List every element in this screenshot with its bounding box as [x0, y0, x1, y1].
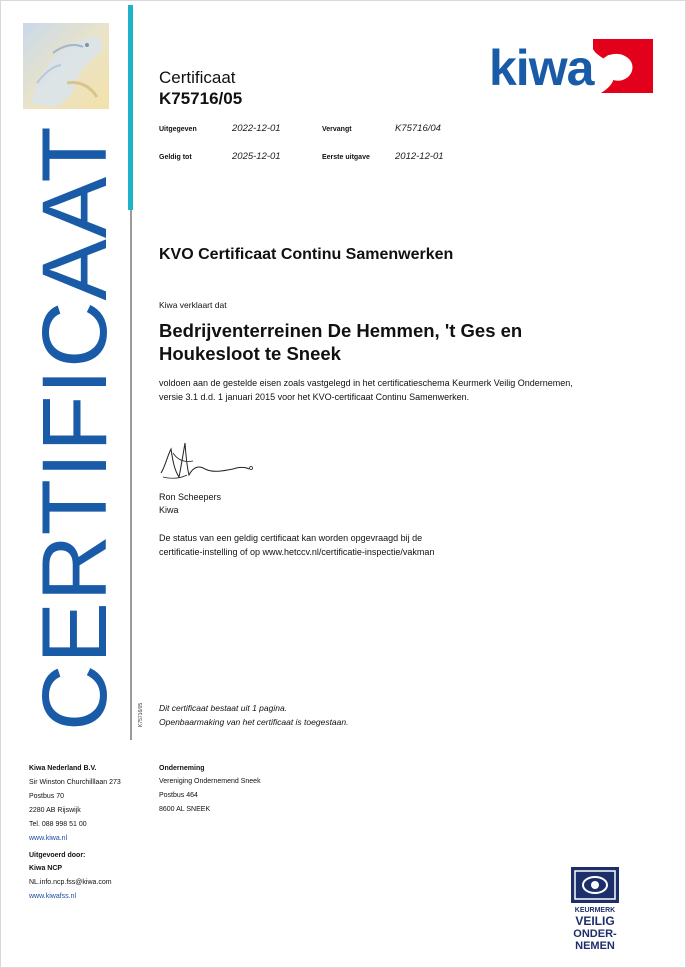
form-code: K75716/05: [138, 702, 144, 727]
beaver-artwork: [23, 23, 109, 109]
ncp-website-link[interactable]: www.kiwafss.nl: [29, 893, 77, 900]
company-association: Vereniging Ondernemend Sneek: [159, 778, 261, 785]
signer-name: Ron Scheepers: [159, 492, 222, 502]
valid-until-value: 2025-12-01: [232, 151, 281, 162]
replaces-label: Vervangt: [322, 126, 352, 133]
company-line-2: Houkesloot te Sneek: [159, 343, 341, 364]
valid-until-label: Geldig tot: [159, 154, 192, 161]
keurmerk-line-1: KEURMERK: [574, 907, 616, 914]
status-line-2: certificatie-instelling of op www.hetccv.nl/certificatie-inspectie/vakman: [159, 547, 435, 557]
company-city: 8600 AL SNEEK: [159, 806, 211, 813]
company-po-box: Postbus 464: [159, 792, 198, 799]
certificate-title: KVO Certificaat Continu Samenwerken: [159, 246, 454, 263]
kiwa-street: Sir Winston Churchilllaan 273: [29, 779, 121, 786]
kiwa-po-box: Postbus 70: [29, 793, 65, 800]
kiwa-phone: Tel. 088 998 51 00: [29, 821, 87, 828]
keurmerk-veilig-ondernemen-logo: [567, 867, 623, 951]
kiwa-website-link[interactable]: www.kiwa.nl: [29, 835, 68, 842]
page-count-note: Dit certificaat bestaat uit 1 pagina.: [159, 703, 288, 713]
description-line-2: versie 3.1 d.d. 1 januari 2015 voor het KVO-certificaat Continu Samenwerken.: [159, 392, 470, 402]
kiwa-wordmark: kiwa: [489, 40, 594, 93]
signature: [153, 437, 263, 489]
executed-by-label: Uitgevoerd door:: [29, 852, 86, 859]
signer-block: [159, 491, 221, 517]
certificate-label: Certificaat: [159, 68, 236, 87]
keurmerk-line-3: ONDER-: [573, 928, 617, 940]
keurmerk-line-2: VEILIG: [575, 914, 615, 928]
first-issue-label: Eerste uitgave: [322, 154, 370, 161]
accent-stripe: [128, 5, 133, 210]
ncp-email[interactable]: NL.info.ncp.fss@kiwa.com: [29, 879, 112, 886]
issued-value: 2022-12-01: [232, 123, 281, 134]
company-name: [159, 319, 639, 365]
company-label: Onderneming: [159, 765, 205, 772]
first-issue-value: 2012-12-01: [395, 151, 444, 162]
signer-org: Kiwa: [159, 505, 179, 515]
intro-text: Kiwa verklaart dat: [159, 300, 227, 310]
status-note: [159, 531, 639, 559]
description: [159, 376, 659, 404]
status-line-1: De status van een geldig certificaat kan worden opgevraagd bij de: [159, 533, 423, 543]
kiwa-city: 2280 AB Rijswijk: [29, 807, 81, 814]
ncp-name: Kiwa NCP: [29, 865, 63, 872]
company-line-1: Bedrijventerreinen De Hemmen, 't Ges en: [159, 320, 523, 341]
description-line-1: voldoen aan de gestelde eisen zoals vastgelegd in het certificatieschema Keurmerk Veilig Ondernemen,: [159, 378, 573, 388]
replaces-value: K75716/04: [395, 123, 441, 134]
issued-label: Uitgegeven: [159, 126, 197, 133]
kiwa-logo: [489, 39, 653, 93]
publication-note: Openbaarmaking van het certificaat is toegestaan.: [159, 717, 349, 727]
divider-line: [130, 210, 132, 740]
keurmerk-line-4: NEMEN: [575, 940, 615, 951]
certificate-number: K75716/05: [159, 89, 243, 108]
certificaat-vertical-title: CERTIFICAAT: [24, 125, 126, 731]
kiwa-company-name: Kiwa Nederland B.V.: [29, 765, 97, 772]
